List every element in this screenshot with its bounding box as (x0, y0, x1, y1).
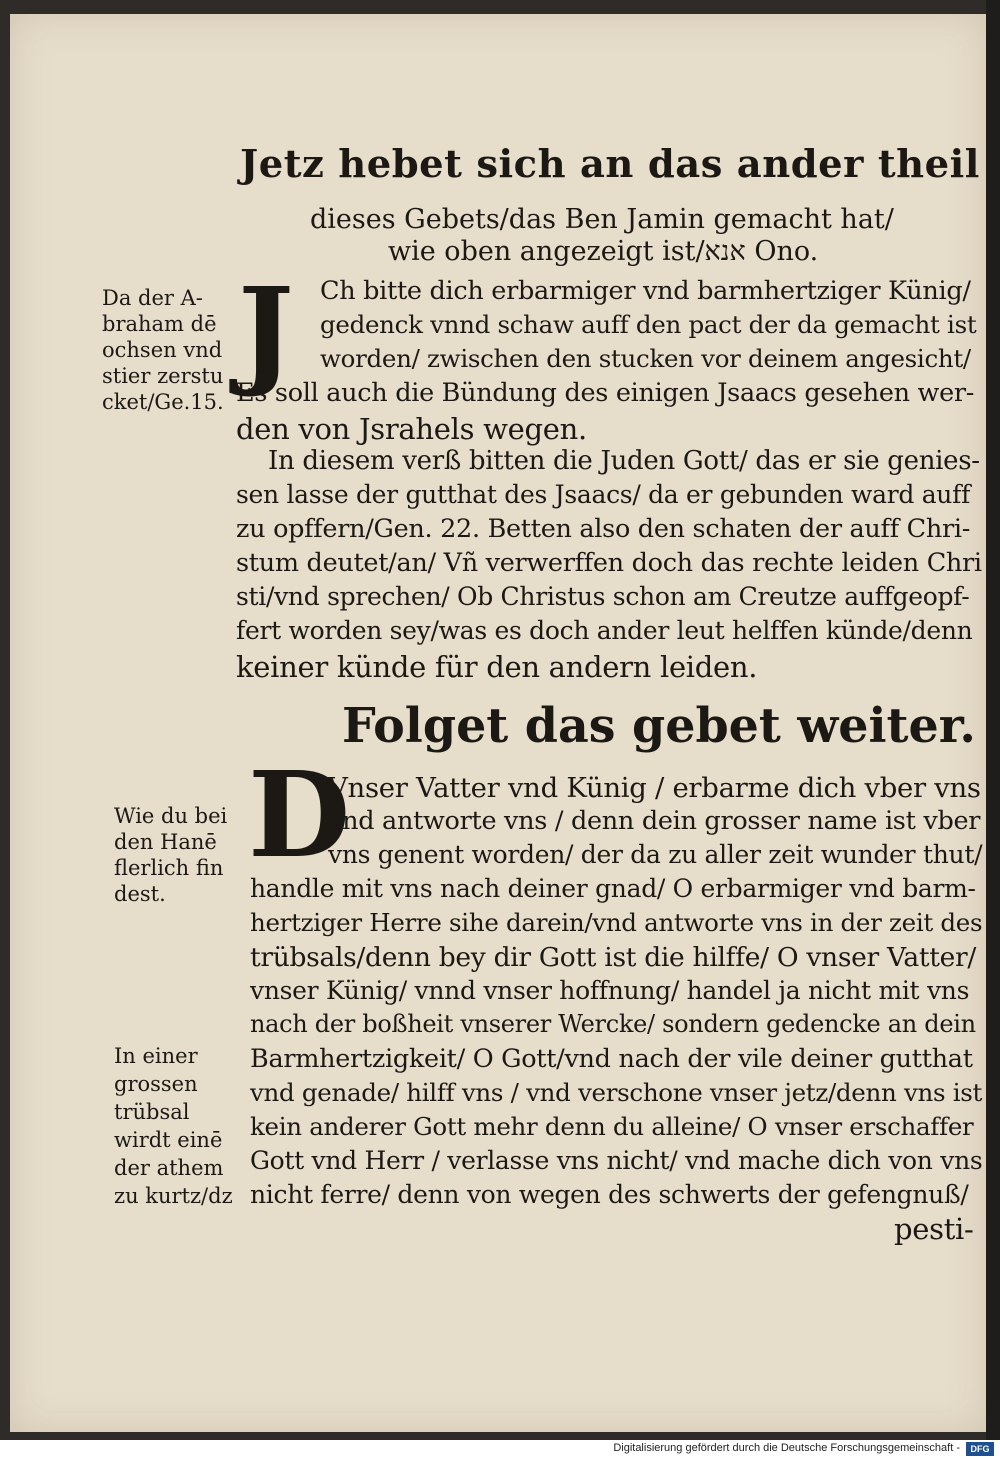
drop-cap-initial: J (238, 261, 294, 400)
margin-note-line: zu kurtz/dz (114, 1184, 233, 1208)
dfg-logo: DFG (966, 1442, 994, 1456)
text-line: Es soll auch die Bündung des einigen Jsaacs gesehen wer- (236, 378, 975, 408)
margin-note-line: flerlich fin (114, 856, 224, 880)
book-page (10, 14, 986, 1432)
margin-note-line: wirdt einē (114, 1128, 223, 1152)
text-line: zu opffern/Gen. 22. Betten also den schaten der auff Chri- (236, 514, 971, 544)
text-line: fert worden sey/was es doch ander leut helffen künde/denn (236, 616, 973, 645)
text-line: hertziger Herre sihe darein/vnd antworte vns in der zeit des (250, 908, 983, 937)
text-line: Barmhertzigkeit/ O Gott/vnd nach der vile deiner gutthat (250, 1044, 973, 1074)
heading-subline: wie oben angezeigt ist/אנא Ono. (388, 236, 819, 267)
margin-note-line: der athem (114, 1156, 224, 1180)
margin-note-line: In einer (114, 1044, 198, 1068)
margin-note-line: dest. (114, 882, 166, 906)
heading-subline: dieses Gebets/das Ben Jamin gemacht hat/ (310, 204, 894, 235)
text-line: sen lasse der gutthat des Jsaacs/ da er gebunden ward auff (236, 480, 971, 509)
text-line: handle mit vns nach deiner gnad/ O erbarmiger vnd barm- (250, 874, 976, 903)
margin-note-line: stier zerstu (102, 364, 224, 388)
text-line: sti/vnd sprechen/ Ob Christus schon am Creutze auffgeopf- (236, 582, 970, 611)
margin-note-line: Da der A- (102, 286, 203, 310)
text-line: Ch bitte dich erbarmiger vnd barmhertziger Künig/ (320, 276, 971, 306)
margin-note-line: cket/Ge.15. (102, 390, 224, 414)
margin-note-line: Wie du bei (114, 804, 228, 828)
text-line: worden/ zwischen den stucken vor deinem angesicht/ (320, 344, 971, 373)
text-line: Gott vnd Herr / verlasse vns nicht/ vnd mache dich von vns (250, 1146, 983, 1175)
text-line: vns genent worden/ der da zu aller zeit wunder thut/ (328, 840, 983, 869)
text-line: keiner künde für den andern leiden. (236, 650, 758, 684)
section-heading: Jetz hebet sich an das ander theil (240, 142, 980, 187)
margin-note-line: ochsen vnd (102, 338, 223, 362)
margin-note-line: trübsal (114, 1100, 190, 1124)
text-line: vnd antworte vns / denn dein grosser name ist vber (328, 806, 981, 836)
text-line: den von Jsrahels wegen. (236, 412, 587, 446)
text-line: vnd genade/ hilff vns / vnd verschone vnser jetz/denn vns ist (250, 1078, 983, 1107)
text-line: Vnser Vatter vnd Künig / erbarme dich vber vns (328, 772, 981, 804)
funding-notice: Digitalisierung gefördert durch die Deutsche Forschungsgemeinschaft - (613, 1442, 960, 1454)
scan-edge (986, 0, 1000, 1440)
text-line: stum deutet/an/ Vñ verwerffen doch das rechte leiden Chri (236, 548, 982, 578)
text-line: kein anderer Gott mehr denn du alleine/ O vnser erschaffer (250, 1112, 974, 1141)
text-line: vnser Künig/ vnnd vnser hoffnung/ handel ja nicht mit vns (250, 976, 970, 1005)
margin-note-line: den Hanē (114, 830, 217, 854)
catchword: pesti- (894, 1212, 974, 1246)
section-heading: Folget das gebet weiter. (342, 698, 976, 754)
margin-note-line: grossen (114, 1072, 198, 1096)
text-line: In diesem verß bitten die Juden Gott/ das er sie genies- (268, 446, 980, 476)
drop-cap-initial: D (248, 745, 351, 884)
footer-bar (0, 1440, 1000, 1459)
text-line: gedenck vnnd schaw auff den pact der da gemacht ist (320, 310, 977, 339)
margin-note-line: braham dē (102, 312, 217, 336)
text-line: trübsals/denn bey dir Gott ist die hilffe/ O vnser Vatter/ (250, 942, 976, 973)
text-line: nicht ferre/ denn von wegen des schwerts der gefengnuß/ (250, 1180, 969, 1209)
text-line: nach der boßheit vnserer Wercke/ sondern gedencke an dein (250, 1010, 976, 1038)
